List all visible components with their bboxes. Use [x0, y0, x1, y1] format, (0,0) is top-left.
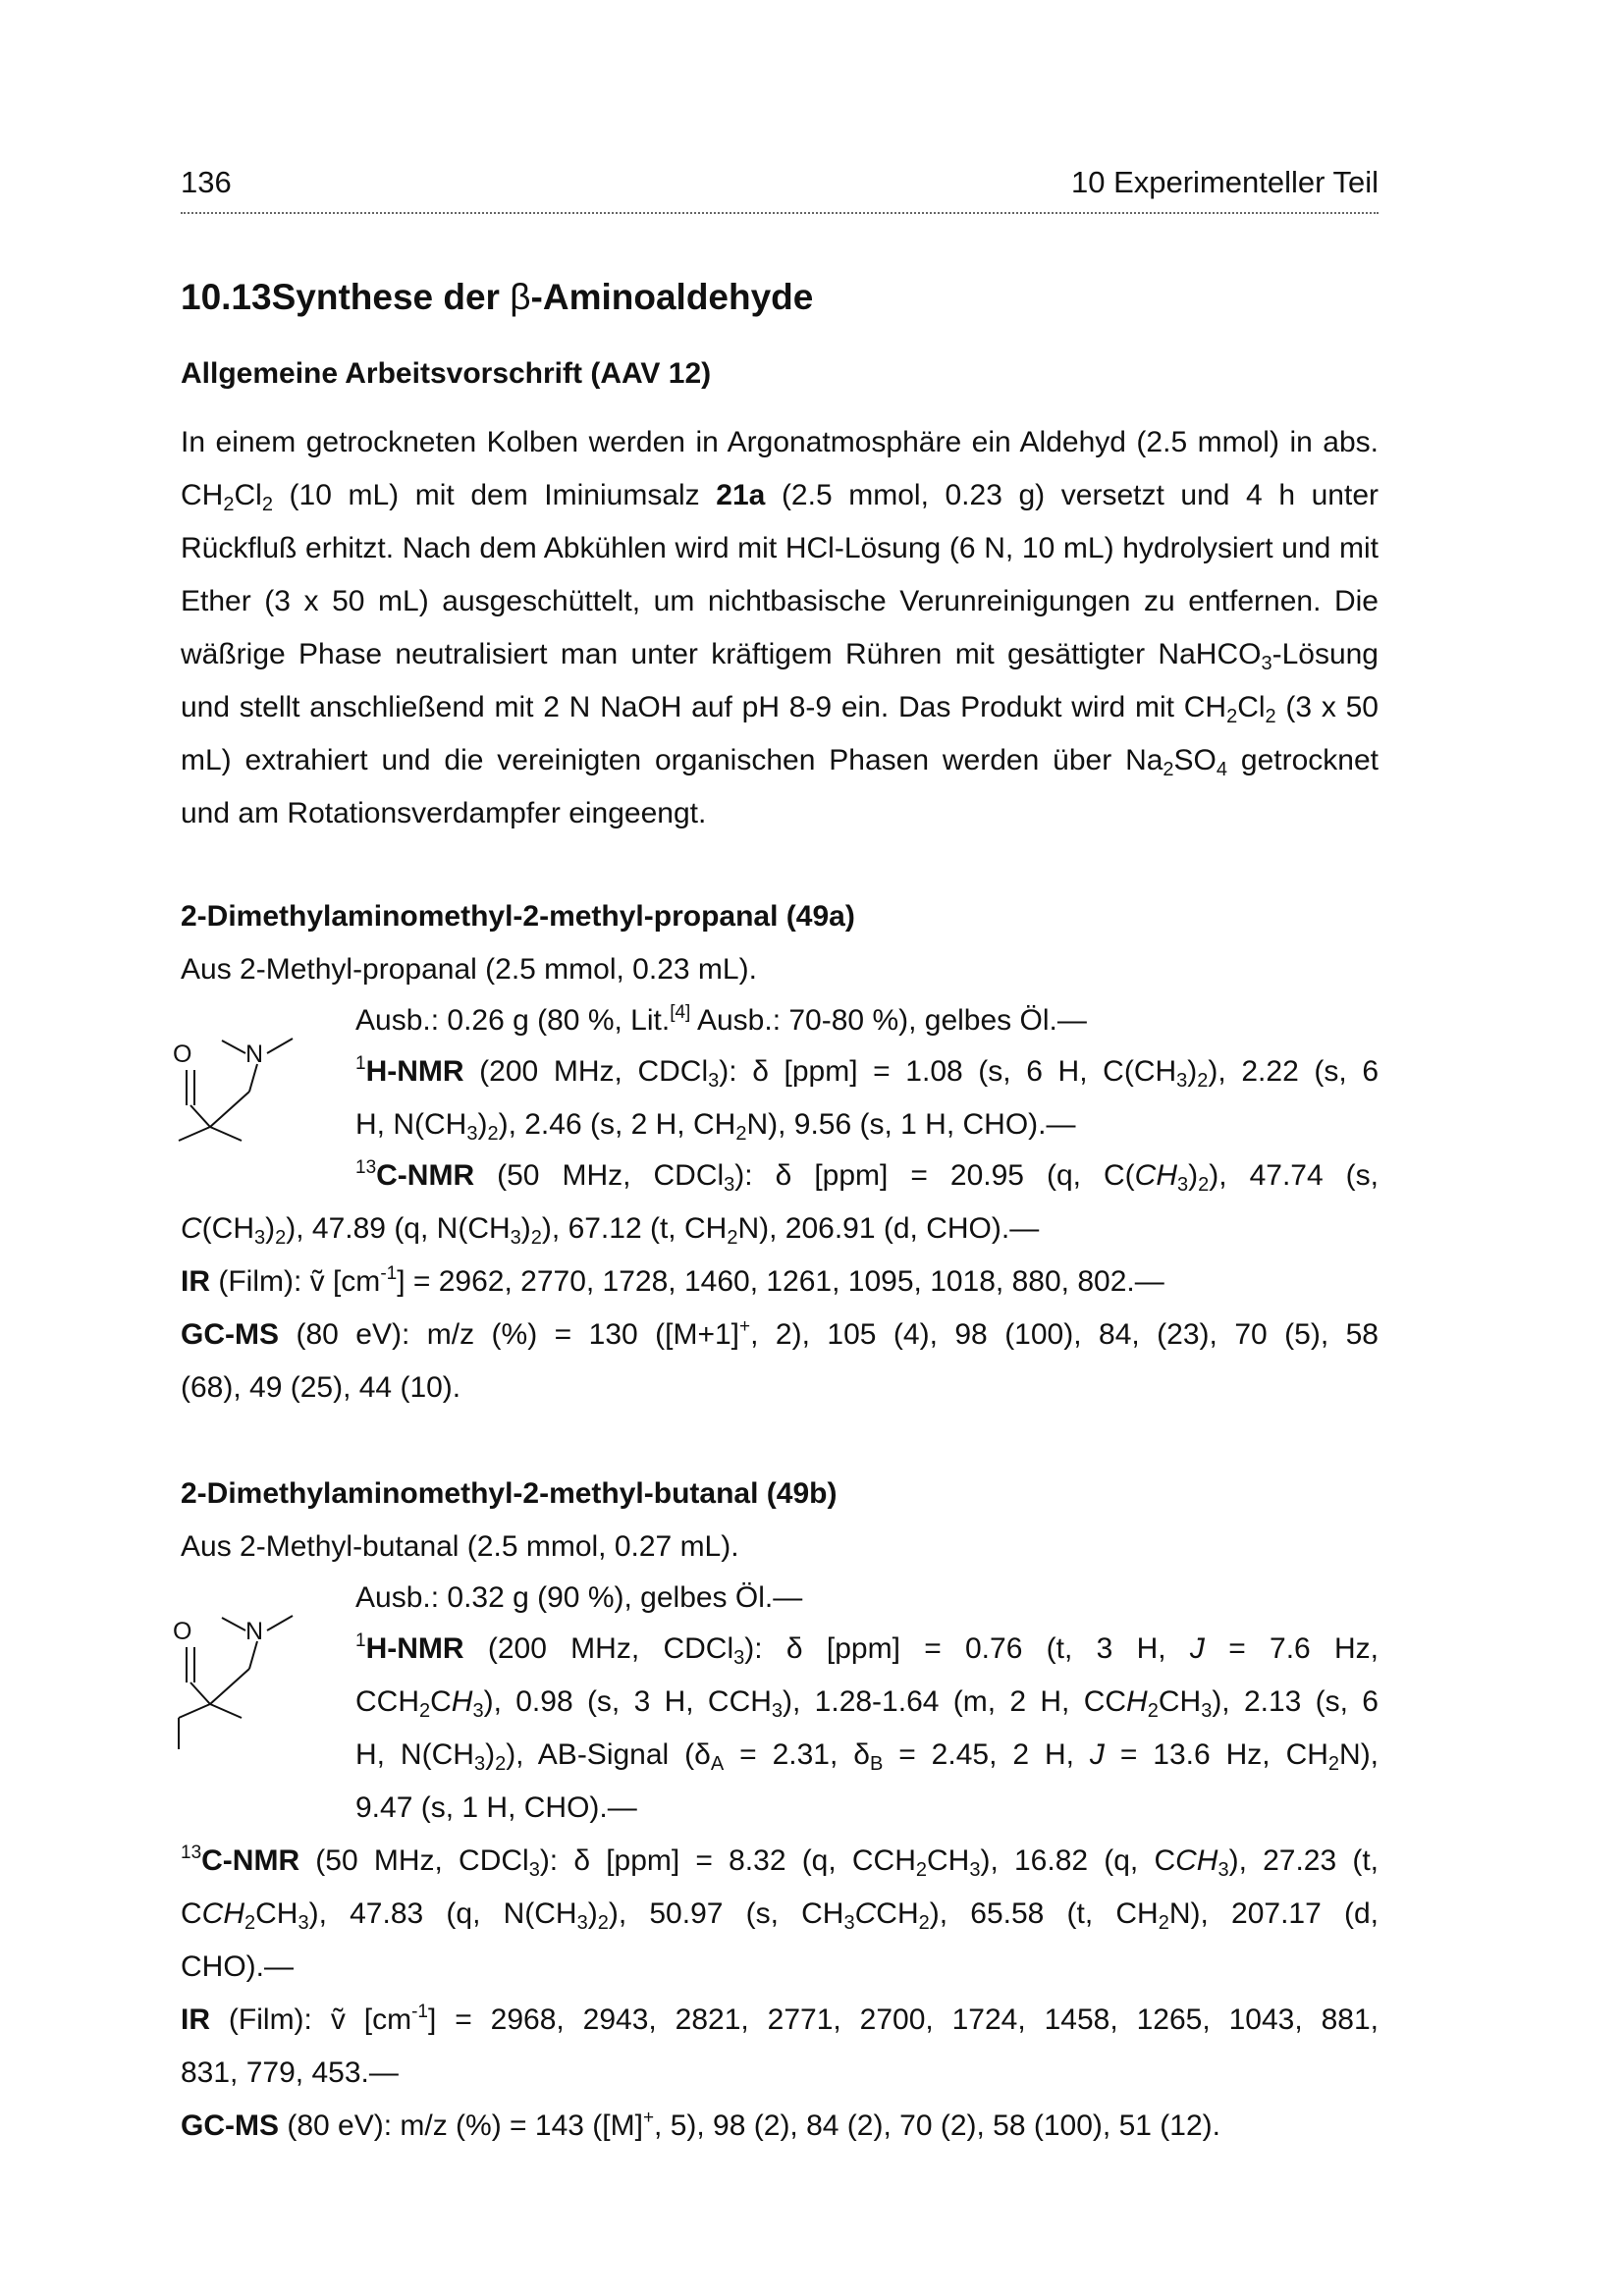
header-rule [181, 212, 1379, 214]
compound-b-yield: Ausb.: 0.32 g (90 %), gelbes Öl.— [355, 1581, 803, 1614]
compound-a-ms-1: GC-MS (80 eV): m/z (%) = 130 ([M+1]+, 2), 105 (4), 98 (100), 84, (23), 70 (5), 58 [181, 1316, 1379, 1351]
procedure-text: In einem getrockneten Kolben werden in Argonatmosphäre ein Aldehyd (2.5 mmol) in abs. $CH_2Cl_2$ (10 mL) mit dem Iminiumsalz 21a (2.5 mmol, 0.23 g) versetzt und 4 h unter Rückfluß erhitzt. Nach dem Abkühlen wird mit HCl-Lösung (6 N, 10 mL) hydrolysiert und mit Ether (3 x 50 mL) ausgeschüttelt, um nichtbasische Verunreinigungen zu entfernen. Die wäßrige Phase neutralisiert man unter kräftigem Rühren mit gesättigter NaHCO$_3$-Lösung und stellt anschließend mit 2 N NaOH auf pH 8-9 ein. Das Produkt wird mit $CH_2Cl_2$ (3 x 50 mL) extrahiert und die vereinigten organischen Phasen werden über $Na_2SO_4$ getrocknet und am Rotationsverdampfer eingeengt. [181, 426, 1379, 829]
structure-49a [171, 1011, 308, 1168]
compound-a-ir: IR (Film): ṽ $[cm^{-1}] = 2962$, 2770, 1728, 1460, 1261, 1095, 1018, 880, 802.— [181, 1263, 1164, 1298]
compound-b-ir-1: IR (Film): ṽ $[cm^{-1}] = 2968$, 2943, 2821, 2771, 2700, 1724, 1458, 1265, 1043, 881, [181, 2002, 1379, 2036]
compound-b-source: Aus 2-Methyl-butanal (2.5 mmol, 0.27 mL). [181, 1530, 739, 1563]
procedure-heading: Allgemeine Arbeitsvorschrift (AAV 12) [181, 357, 712, 390]
compound-b-13c-nmr-1: $^{13}$C-NMR (50 MHz, CDCl$_3$): δ [ppm] = 8.32 (q, $CCH_2CH_3$), 16.82 (q, $CCH_3$), 27.23 (t, [181, 1842, 1380, 1881]
running-title: 10 Experimenteller Teil [1070, 165, 1379, 199]
compound-b-ms: GC-MS (80 eV): m/z (%) = 143 ([M]+, 5), 98 (2), 84 (2), 70 (2), 58 (100), 51 (12). [181, 2108, 1220, 2142]
compound-b-1h-nmr-4: 9.47 (s, 1 H, CHO).— [355, 1791, 637, 1824]
document-page [173, 0, 1380, 2296]
section-title: 10.13Synthese der β-Aminoaldehyde [181, 277, 814, 317]
compound-a-ms-2: (68), 49 (25), 44 (10). [181, 1371, 461, 1404]
compound-b-ir-2: 831, 779, 453.— [181, 2056, 399, 2089]
compound-b-13c-nmr-2: $CCH_2CH_3$), 47.83 (q, $N(CH_3)_2$), 50.97 (s, $CH_3CCH_2$), 65.58 (t, $CH_2N$), 207.17 (d, [181, 1897, 1379, 1934]
compound-a-1h-nmr-1: $^1$H-NMR (200 MHz, CDCl$_3$): δ [ppm] = 1.08 (s, 6 H, $C(CH_3)_2$), 2.22 (s, 6 [355, 1053, 1380, 1092]
compound-b-heading: 2-Dimethylaminomethyl-2-methyl-butanal (49b) [181, 1477, 838, 1510]
structure-49a-oxygen: O [173, 1041, 192, 1068]
structure-49b [171, 1588, 308, 1755]
structure-49a-nitrogen: N [245, 1041, 264, 1068]
compound-a-heading: 2-Dimethylaminomethyl-2-methyl-propanal (49a) [181, 900, 855, 933]
beta-symbol: β [510, 277, 531, 317]
compound-a-13c-nmr-2: $C(CH_3)_2$), 47.89 (q, $N(CH_3)_2$), 67.12 (t, $CH_2N$), 206.91 (d, CHO).— [181, 1212, 1040, 1249]
structure-49b-oxygen: O [173, 1618, 192, 1645]
compound-b-1h-nmr-2: $CCH_2CH_3$), 0.98 (s, 3 H, $CCH_3$), 1.28-1.64 (m, 2 H, $CCH_2CH_3$), 2.13 (s, 6 [355, 1685, 1379, 1722]
compound-a-yield: Ausb.: 0.26 g (80 %, Lit.[4] Ausb.: 70-80 %), gelbes Öl.— [355, 1002, 1087, 1037]
structure-49b-nitrogen: N [245, 1618, 264, 1645]
compound-b-13c-nmr-3: CHO).— [181, 1950, 294, 1983]
page-number: 136 [181, 165, 232, 199]
compound-a-source: Aus 2-Methyl-propanal (2.5 mmol, 0.23 mL). [181, 953, 757, 986]
compound-b-1h-nmr-1: $^1$H-NMR (200 MHz, CDCl$_3$): δ [ppm] = 0.76 (t, 3 H, J = 7.6 Hz, [355, 1630, 1380, 1669]
compound-a-1h-nmr-2: H, $N(CH_3)_2$), 2.46 (s, 2 H, $CH_2N$), 9.56 (s, 1 H, CHO).— [355, 1108, 1076, 1145]
compound-a-13c-nmr-1: $^{13}$C-NMR (50 MHz, CDCl$_3$): δ [ppm] = 20.95 (q, $C(CH_3)_2$), 47.74 (s, [355, 1157, 1380, 1196]
compound-b-1h-nmr-3: H, $N(CH_3)_2$), AB-Signal ($\delta_A = 2.31$, $\delta_B = 2.45$, 2 H, J = 13.6 Hz, $CH_2N$), [355, 1738, 1380, 1775]
